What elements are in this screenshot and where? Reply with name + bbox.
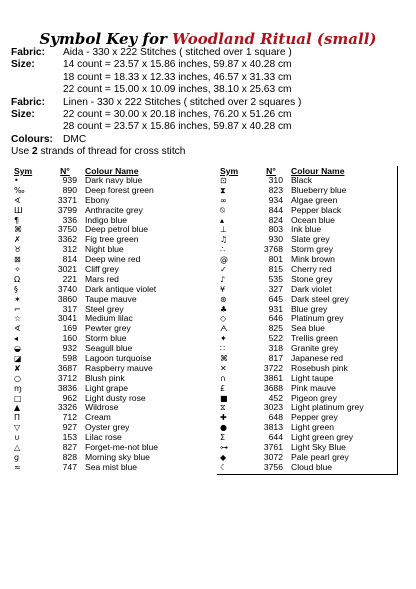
dmc-number-cell: 939 (62, 175, 77, 185)
page-title (0, 30, 416, 48)
colour-name-cell: Light platinum grey (291, 403, 364, 413)
dmc-number-cell: 3371 (57, 194, 77, 205)
colour-name-cell: Pink mauve (291, 383, 336, 393)
symbol-cell: ⊡ (220, 176, 227, 185)
dmc-number-cell: 153 (62, 432, 77, 443)
table-row (217, 245, 397, 255)
symbol-cell: ⌘ (220, 354, 228, 364)
dmc-number-cell: 3722 (263, 362, 283, 373)
colour-name-cell: Trellis green (291, 334, 338, 344)
symbol-cell: ∪ (14, 433, 20, 443)
symbol-cell: ◒ (14, 344, 21, 354)
table-row (217, 443, 397, 453)
size-label: Size: (11, 59, 35, 71)
dmc-number-cell: 522 (268, 333, 283, 344)
table-header (11, 166, 216, 176)
symbol-cell: ● (220, 423, 227, 433)
colours-value: DMC (63, 133, 87, 145)
header-num: N° (266, 166, 276, 176)
symbol-cell: g (14, 452, 20, 462)
symbol-cell: ⍉ (220, 205, 225, 215)
table-row (11, 364, 216, 374)
table-row (217, 255, 397, 265)
size-value: 22 count = 15.00 x 10.09 inches, 38.10 x 25.63 cm (63, 84, 292, 96)
symbol-cell: ♣ (220, 304, 228, 314)
symbol-cell: ⊠ (14, 255, 21, 265)
table-row (11, 176, 216, 186)
table-row (11, 344, 216, 354)
fabric-value: Linen - 330 x 222 Stitches ( stitched over 2 squares ) (63, 96, 302, 108)
colour-name-cell: Platinum grey (291, 314, 344, 324)
dmc-number-cell: 535 (268, 273, 283, 284)
table-row (217, 344, 397, 354)
table-row (11, 235, 216, 245)
colour-name-cell: Pewter grey (85, 324, 131, 334)
symbol-cell: ◪ (14, 354, 22, 364)
colour-name-cell: Light grape (85, 383, 129, 393)
symbol-cell: ◂ (14, 334, 19, 344)
colour-name-cell: Blue grey (291, 304, 328, 314)
symbol-cell: Π (14, 413, 21, 423)
colour-name-cell: Forget-me-not blue (85, 443, 159, 453)
symbol-cell: ✦ (220, 334, 227, 344)
table-row (217, 324, 397, 334)
symbol-cell: ♫ (220, 235, 228, 245)
colour-name-cell: Cherry red (291, 265, 332, 275)
symbol-cell: △ (14, 443, 21, 453)
symbol-table-left (11, 166, 216, 473)
symbol-cell: ∴ (220, 245, 226, 255)
table-row (217, 354, 397, 364)
colour-name-cell: Fig tree green (85, 235, 139, 245)
table-row (217, 403, 397, 413)
dmc-number-cell: 648 (268, 412, 283, 423)
symbol-cell: ♪ (220, 274, 226, 284)
colour-name-cell: Anthracite grey (85, 205, 143, 215)
table-row (11, 216, 216, 226)
header-sym: Sym (14, 166, 33, 176)
table-row (217, 235, 397, 245)
dmc-number-cell: 312 (62, 244, 77, 255)
table-row (11, 305, 216, 315)
dmc-number-cell: 712 (62, 412, 77, 423)
symbol-cell: ɱ (14, 383, 22, 393)
colour-name-cell: Deep wine red (85, 255, 141, 265)
dmc-number-cell: 747 (62, 461, 77, 472)
colour-name-cell: Algae green (291, 195, 338, 205)
table-header (217, 166, 397, 176)
dmc-number-cell: 3799 (57, 204, 77, 215)
thread-text-post: strands of thread for cross stitch (37, 146, 186, 158)
dmc-number-cell: 815 (268, 264, 283, 275)
size-value: 18 count = 18.33 x 12.33 inches, 46.57 x 31.33 cm (63, 71, 292, 83)
colour-name-cell: Dark navy blue (85, 176, 143, 185)
colour-name-cell: Storm blue (85, 334, 127, 344)
symbol-cell: ○ (14, 373, 21, 383)
dmc-number-cell: 310 (268, 175, 283, 185)
colour-name-cell: Rosebush pink (291, 363, 348, 373)
symbol-cell: ⊥ (220, 225, 227, 235)
symbol-cell: ≈ (14, 462, 21, 472)
colour-name-cell: Steel grey (85, 304, 124, 314)
table-row (11, 206, 216, 216)
symbol-cell: ‰ (14, 185, 25, 195)
dmc-number-cell: 931 (268, 303, 283, 314)
thread-row (11, 146, 411, 158)
symbol-cell: Ω (14, 274, 21, 284)
colour-name-cell: Light green grey (291, 433, 354, 443)
symbol-cell: ✧ (14, 265, 21, 275)
symbol-cell: ∷ (220, 344, 226, 354)
symbol-cell: ◇ (220, 314, 227, 324)
symbol-cell: ∞ (220, 195, 227, 205)
symbol-cell: ▴ (220, 215, 225, 225)
colour-name-cell: Ink blue (291, 225, 322, 235)
table-row (11, 245, 216, 255)
table-row (217, 374, 397, 384)
table-row (217, 305, 397, 315)
colour-name-cell: Taupe mauve (85, 294, 137, 304)
dmc-number-cell: 3326 (57, 402, 77, 413)
colour-name-cell: Pigeon grey (291, 393, 337, 403)
symbol-table-right (217, 166, 398, 475)
colour-name-cell: Stone grey (291, 274, 333, 284)
header-name: Colour Name (291, 166, 345, 176)
title-pattern-name: Woodland Ritual (small) (172, 30, 377, 48)
colour-name-cell: Cream (85, 413, 111, 423)
dmc-number-cell: 3836 (57, 382, 77, 393)
symbol-cell: ¥ (220, 284, 226, 294)
symbol-cell: ◆ (220, 452, 227, 462)
symbol-cell: ■ (220, 393, 228, 403)
symbol-cell: ▽ (14, 423, 21, 433)
table-row (217, 216, 397, 226)
thread-count: 2 (31, 146, 38, 158)
size-value: 22 count = 30.00 x 20.18 inches, 76.20 x 51.26 cm (63, 108, 292, 120)
dmc-number-cell: 3860 (57, 293, 77, 304)
table-row (217, 196, 397, 206)
dmc-number-cell: 801 (268, 254, 283, 265)
colour-name-cell: Cliff grey (85, 265, 119, 275)
colours-label: Colours: (11, 133, 53, 145)
symbol-cell: □ (14, 393, 22, 403)
table-row (11, 384, 216, 394)
table-row (11, 285, 216, 295)
dmc-number-cell: 317 (62, 303, 77, 314)
colour-name-cell: Seagull blue (85, 344, 133, 354)
symbol-cell: ✕ (220, 363, 227, 373)
colour-name-cell: Lilac rose (85, 433, 122, 443)
table-row (217, 453, 397, 463)
table-row (11, 394, 216, 404)
table-row (11, 403, 216, 413)
symbol-cell: ⊶ (220, 443, 228, 453)
symbol-cell: Σ (220, 433, 226, 443)
dmc-number-cell: 3687 (57, 362, 77, 373)
table-row (217, 433, 397, 443)
symbol-cell: ☆ (14, 314, 22, 324)
symbol-cell: ▲ (14, 403, 21, 413)
dmc-number-cell: 3761 (263, 442, 283, 453)
symbol-cell: • (14, 176, 19, 185)
fabric-label: Fabric: (11, 47, 45, 58)
dmc-number-cell: 962 (62, 392, 77, 403)
dmc-number-cell: 3768 (263, 244, 283, 255)
size-row (11, 59, 411, 71)
size-row (11, 84, 411, 96)
dmc-number-cell: 452 (268, 392, 283, 403)
table-row (217, 334, 397, 344)
symbol-cell: ¶ (14, 215, 20, 225)
colour-name-cell: Black (291, 176, 313, 185)
symbol-cell: ⌘ (14, 225, 22, 235)
dmc-number-cell: 828 (62, 451, 77, 462)
symbol-cell: ᗅ (220, 324, 228, 334)
colour-name-cell: Dark steel grey (291, 294, 349, 304)
dmc-number-cell: 825 (268, 323, 283, 334)
symbol-cell: Ш (14, 205, 23, 215)
dmc-number-cell: 318 (268, 343, 283, 354)
dmc-number-cell: 3362 (57, 234, 77, 245)
table-row (217, 384, 397, 394)
table-row (11, 413, 216, 423)
colour-name-cell: Raspberry mauve (85, 363, 153, 373)
dmc-number-cell: 817 (268, 353, 283, 364)
dmc-number-cell: 598 (62, 353, 77, 364)
symbol-cell: § (14, 284, 18, 294)
symbol-cell: ∢ (14, 324, 21, 334)
symbol-cell: ⧖ (220, 403, 226, 413)
symbol-cell: ∩ (220, 373, 226, 383)
fabric-label: Fabric: (11, 96, 45, 108)
symbol-cell: ⧗ (220, 185, 226, 195)
colour-name-cell: Morning sky blue (85, 452, 150, 462)
table-row (217, 463, 397, 473)
size-row (11, 72, 411, 84)
dmc-number-cell: 644 (268, 432, 283, 443)
table-row (217, 423, 397, 433)
dmc-number-cell: 327 (268, 283, 283, 294)
size-value: 28 count = 23.57 x 15.86 inches, 59.87 x 40.28 cm (63, 121, 292, 133)
table-row (11, 443, 216, 453)
dmc-number-cell: 3712 (57, 372, 77, 383)
symbol-cell: £ (220, 383, 226, 393)
dmc-number-cell: 890 (62, 184, 77, 195)
header-name: Colour Name (85, 166, 139, 176)
colours-row (11, 134, 411, 146)
symbol-cell: ✶ (14, 294, 21, 304)
symbol-cell: ⌐ (14, 304, 21, 314)
symbol-cell: ∢ (14, 195, 21, 205)
colour-name-cell: Oyster grey (85, 423, 130, 433)
colour-name-cell: Blush pink (85, 373, 125, 383)
colour-name-cell: Medium lilac (85, 314, 133, 324)
symbol-cell: ⊛ (220, 294, 227, 304)
table-row (11, 433, 216, 443)
table-row (11, 225, 216, 235)
table-row (11, 265, 216, 275)
dmc-number-cell: 927 (62, 422, 77, 433)
colour-name-cell: Wildrose (85, 403, 119, 413)
table-row (11, 314, 216, 324)
table-row (11, 334, 216, 344)
symbol-cell: @ (220, 255, 228, 265)
colour-name-cell: Japanese red (291, 354, 344, 364)
colour-name-cell: Indigo blue (85, 215, 128, 225)
colour-name-cell: Slate grey (291, 235, 330, 245)
size-row (11, 121, 411, 133)
colour-name-cell: Mink brown (291, 255, 335, 265)
dmc-number-cell: 827 (62, 442, 77, 453)
colour-name-cell: Light dusty rose (85, 393, 146, 403)
symbol-cell: ✘ (14, 363, 21, 373)
dmc-number-cell: 844 (268, 204, 283, 215)
table-row (217, 176, 397, 186)
table-row (11, 255, 216, 265)
header-sym: Sym (220, 166, 239, 176)
dmc-number-cell: 221 (62, 273, 77, 284)
symbol-cell: ☾ (220, 462, 228, 472)
fabric-aida-row (11, 47, 411, 59)
table-row (11, 275, 216, 285)
dmc-number-cell: 169 (62, 323, 77, 334)
colour-name-cell: Deep forest green (85, 185, 154, 195)
table-row (11, 453, 216, 463)
colour-name-cell: Light green (291, 423, 335, 433)
colour-name-cell: Ebony (85, 195, 110, 205)
dmc-number-cell: 824 (268, 214, 283, 225)
table-row (11, 295, 216, 305)
dmc-number-cell: 3072 (263, 451, 283, 462)
colour-name-cell: Night blue (85, 245, 124, 255)
dmc-number-cell: 160 (62, 333, 77, 344)
dmc-number-cell: 3688 (263, 382, 283, 393)
table-row (217, 285, 397, 295)
dmc-number-cell: 3861 (263, 372, 283, 383)
colour-name-cell: Granite grey (291, 344, 339, 354)
size-row (11, 109, 411, 121)
dmc-number-cell: 3041 (57, 313, 77, 324)
dmc-number-cell: 803 (268, 224, 283, 235)
table-row (11, 423, 216, 433)
table-row (217, 364, 397, 374)
dmc-number-cell: 3756 (263, 461, 283, 472)
dmc-number-cell: 3813 (263, 422, 283, 433)
table-row (217, 186, 397, 196)
colour-name-cell: Sea blue (291, 324, 325, 334)
table-row (217, 225, 397, 235)
symbol-cell: ♉ (14, 245, 22, 255)
dmc-number-cell: 3740 (57, 283, 77, 294)
dmc-number-cell: 930 (268, 234, 283, 245)
symbol-cell: ✗ (14, 235, 21, 245)
dmc-number-cell: 814 (62, 254, 77, 265)
dmc-number-cell: 646 (268, 313, 283, 324)
table-row (217, 206, 397, 216)
table-row (11, 374, 216, 384)
dmc-number-cell: 932 (62, 343, 77, 354)
size-label: Size: (11, 108, 35, 120)
colour-name-cell: Pepper black (291, 205, 342, 215)
colour-name-cell: Blueberry blue (291, 185, 347, 195)
size-value: 14 count = 23.57 x 15.86 inches, 59.87 x 40.28 cm (63, 59, 292, 71)
table-row (217, 265, 397, 275)
colour-name-cell: Deep petrol blue (85, 225, 149, 235)
dmc-number-cell: 645 (268, 293, 283, 304)
thread-text-pre: Use (11, 146, 32, 158)
dmc-number-cell: 823 (268, 184, 283, 195)
dmc-number-cell: 934 (268, 194, 283, 205)
colour-name-cell: Pale pearl grey (291, 452, 349, 462)
colour-name-cell: Pepper grey (291, 413, 338, 423)
colour-name-cell: Ocean blue (291, 215, 335, 225)
fabric-value: Aida - 330 x 222 Stitches ( stitched over 1 square ) (63, 47, 292, 58)
dmc-number-cell: 3021 (57, 264, 77, 275)
table-row (11, 186, 216, 196)
pattern-info (11, 47, 411, 159)
colour-name-cell: Dark violet (291, 284, 332, 294)
colour-name-cell: Light Sky Blue (291, 443, 346, 453)
fabric-linen-row (11, 97, 411, 109)
header-num: N° (60, 166, 70, 176)
colour-name-cell: Light taupe (291, 373, 334, 383)
colour-name-cell: Storm grey (291, 245, 334, 255)
table-row (11, 354, 216, 364)
table-row (11, 324, 216, 334)
colour-name-cell: Sea mist blue (85, 462, 138, 472)
dmc-number-cell: 3023 (263, 402, 283, 413)
colour-name-cell: Mars red (85, 274, 119, 284)
dmc-number-cell: 3750 (57, 224, 77, 235)
title-prefix: Symbol Key for (39, 30, 167, 48)
table-row (217, 413, 397, 423)
colour-name-cell: Cloud blue (291, 462, 333, 472)
symbol-cell: ✓ (220, 265, 227, 275)
dmc-number-cell: 336 (62, 214, 77, 225)
table-row (217, 275, 397, 285)
table-row (217, 295, 397, 305)
symbol-cell: ✚ (220, 413, 227, 423)
colour-name-cell: Lagoon turquoise (85, 354, 152, 364)
colour-name-cell: Dark antique violet (85, 284, 157, 294)
table-row (11, 196, 216, 206)
table-row (11, 463, 216, 473)
table-row (217, 394, 397, 404)
table-row (217, 314, 397, 324)
